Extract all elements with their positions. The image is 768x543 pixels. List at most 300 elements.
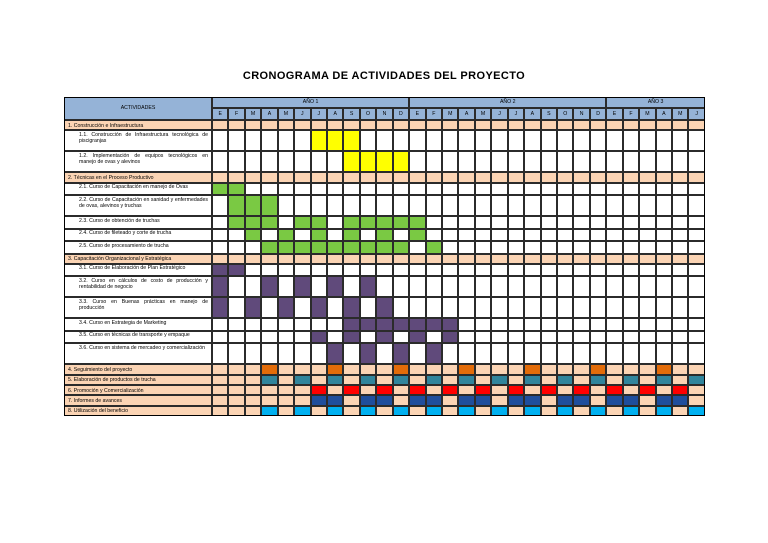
gantt-empty-cell <box>590 343 606 364</box>
gantt-empty-cell <box>541 172 557 182</box>
gantt-empty-cell <box>458 264 474 277</box>
gantt-empty-cell <box>409 183 425 196</box>
gantt-empty-cell <box>409 276 425 297</box>
gantt-empty-cell <box>656 297 672 318</box>
gantt-empty-cell <box>343 375 359 385</box>
gantt-empty-cell <box>508 264 524 277</box>
gantt-empty-cell <box>458 120 474 130</box>
gantt-empty-cell <box>639 297 655 318</box>
activity-row-label: 2.1. Curso de Capacitación en manejo de Ovas <box>64 183 212 196</box>
gantt-empty-cell <box>672 151 688 172</box>
gantt-bar-cell <box>426 241 442 254</box>
gantt-bar-cell <box>327 395 343 405</box>
gantt-empty-cell <box>475 151 491 172</box>
month-header: D <box>393 108 409 120</box>
gantt-empty-cell <box>688 254 704 264</box>
gantt-empty-cell <box>228 343 244 364</box>
gantt-empty-cell <box>524 241 540 254</box>
gantt-empty-cell <box>294 229 310 242</box>
gantt-empty-cell <box>688 264 704 277</box>
gantt-empty-cell <box>688 183 704 196</box>
gantt-empty-cell <box>590 385 606 395</box>
gantt-empty-cell <box>212 151 228 172</box>
gantt-empty-cell <box>409 264 425 277</box>
gantt-bar-cell <box>426 318 442 331</box>
gantt-empty-cell <box>393 297 409 318</box>
gantt-empty-cell <box>458 183 474 196</box>
gantt-empty-cell <box>475 364 491 374</box>
gantt-empty-cell <box>475 254 491 264</box>
gantt-bar-cell <box>360 375 376 385</box>
gantt-empty-cell <box>393 395 409 405</box>
gantt-empty-cell <box>261 343 277 364</box>
gantt-empty-cell <box>343 172 359 182</box>
gantt-bar-cell <box>409 229 425 242</box>
gantt-empty-cell <box>327 120 343 130</box>
gantt-empty-cell <box>212 364 228 374</box>
gantt-empty-cell <box>278 385 294 395</box>
gantt-empty-cell <box>261 183 277 196</box>
gantt-empty-cell <box>376 172 392 182</box>
gantt-bar-cell <box>278 229 294 242</box>
activity-row-label: 3.3. Curso en Buenas prácticas en manejo de producción <box>64 297 212 318</box>
gantt-bar-cell <box>311 395 327 405</box>
gantt-empty-cell <box>656 331 672 344</box>
gantt-empty-cell <box>475 229 491 242</box>
gantt-empty-cell <box>672 120 688 130</box>
gantt-empty-cell <box>327 318 343 331</box>
month-header: A <box>458 108 474 120</box>
gantt-empty-cell <box>508 406 524 416</box>
gantt-empty-cell <box>245 130 261 151</box>
gantt-bar-cell <box>376 318 392 331</box>
gantt-empty-cell <box>426 120 442 130</box>
gantt-empty-cell <box>541 331 557 344</box>
gantt-empty-cell <box>656 183 672 196</box>
gantt-bar-cell <box>343 241 359 254</box>
gantt-bar-cell <box>294 276 310 297</box>
gantt-empty-cell <box>491 343 507 364</box>
gantt-empty-cell <box>606 254 622 264</box>
gantt-empty-cell <box>656 385 672 395</box>
gantt-empty-cell <box>573 195 589 216</box>
gantt-bar-cell <box>688 406 704 416</box>
gantt-empty-cell <box>557 254 573 264</box>
gantt-empty-cell <box>688 318 704 331</box>
gantt-empty-cell <box>606 318 622 331</box>
gantt-empty-cell <box>426 195 442 216</box>
gantt-empty-cell <box>228 172 244 182</box>
gantt-bar-cell <box>426 375 442 385</box>
section-row-label: 4. Seguimiento del proyecto <box>64 364 212 374</box>
gantt-empty-cell <box>458 297 474 318</box>
gantt-empty-cell <box>393 276 409 297</box>
gantt-empty-cell <box>442 216 458 229</box>
gantt-empty-cell <box>311 151 327 172</box>
gantt-empty-cell <box>294 195 310 216</box>
gantt-empty-cell <box>228 331 244 344</box>
gantt-bar-cell <box>343 318 359 331</box>
gantt-empty-cell <box>376 364 392 374</box>
gantt-empty-cell <box>557 318 573 331</box>
gantt-empty-cell <box>458 343 474 364</box>
gantt-empty-cell <box>426 264 442 277</box>
gantt-empty-cell <box>623 120 639 130</box>
gantt-empty-cell <box>557 151 573 172</box>
section-row-label: 3. Capacitación Organizacional y Estratégica <box>64 254 212 264</box>
gantt-bar-cell <box>639 385 655 395</box>
gantt-bar-cell <box>409 385 425 395</box>
gantt-bar-cell <box>360 395 376 405</box>
gantt-empty-cell <box>672 229 688 242</box>
gantt-empty-cell <box>245 343 261 364</box>
gantt-empty-cell <box>458 276 474 297</box>
gantt-bar-cell <box>327 375 343 385</box>
gantt-empty-cell <box>327 385 343 395</box>
gantt-empty-cell <box>458 130 474 151</box>
gantt-empty-cell <box>508 151 524 172</box>
gantt-bar-cell <box>327 406 343 416</box>
gantt-empty-cell <box>623 254 639 264</box>
gantt-bar-cell <box>245 297 261 318</box>
gantt-empty-cell <box>491 172 507 182</box>
gantt-empty-cell <box>639 120 655 130</box>
gantt-empty-cell <box>442 395 458 405</box>
gantt-empty-cell <box>623 183 639 196</box>
gantt-empty-cell <box>491 276 507 297</box>
gantt-bar-cell <box>261 375 277 385</box>
gantt-empty-cell <box>343 395 359 405</box>
gantt-empty-cell <box>261 331 277 344</box>
gantt-empty-cell <box>212 406 228 416</box>
gantt-empty-cell <box>426 364 442 374</box>
gantt-empty-cell <box>491 254 507 264</box>
gantt-bar-cell <box>343 331 359 344</box>
gantt-bar-cell <box>442 318 458 331</box>
gantt-empty-cell <box>541 297 557 318</box>
gantt-empty-cell <box>261 172 277 182</box>
gantt-empty-cell <box>590 195 606 216</box>
gantt-empty-cell <box>623 264 639 277</box>
gantt-empty-cell <box>475 297 491 318</box>
gantt-empty-cell <box>212 120 228 130</box>
gantt-empty-cell <box>311 195 327 216</box>
gantt-bar-cell <box>458 406 474 416</box>
gantt-empty-cell <box>393 120 409 130</box>
gantt-empty-cell <box>426 130 442 151</box>
gantt-empty-cell <box>688 297 704 318</box>
gantt-empty-cell <box>245 264 261 277</box>
gantt-empty-cell <box>294 331 310 344</box>
gantt-empty-cell <box>311 406 327 416</box>
gantt-bar-cell <box>541 385 557 395</box>
gantt-bar-cell <box>524 406 540 416</box>
gantt-empty-cell <box>245 318 261 331</box>
gantt-empty-cell <box>491 216 507 229</box>
gantt-empty-cell <box>623 195 639 216</box>
gantt-empty-cell <box>508 130 524 151</box>
gantt-empty-cell <box>623 385 639 395</box>
month-header: M <box>475 108 491 120</box>
year-header: AÑO 1 <box>212 97 409 108</box>
gantt-empty-cell <box>541 241 557 254</box>
gantt-empty-cell <box>442 120 458 130</box>
gantt-empty-cell <box>656 276 672 297</box>
gantt-empty-cell <box>557 297 573 318</box>
gantt-empty-cell <box>557 385 573 395</box>
gantt-empty-cell <box>541 151 557 172</box>
section-row-label: 8. Utilización del beneficio <box>64 406 212 416</box>
gantt-empty-cell <box>524 172 540 182</box>
gantt-empty-cell <box>343 264 359 277</box>
gantt-empty-cell <box>672 183 688 196</box>
gantt-bar-cell <box>343 297 359 318</box>
gantt-empty-cell <box>278 216 294 229</box>
gantt-empty-cell <box>360 254 376 264</box>
gantt-empty-cell <box>557 343 573 364</box>
gantt-empty-cell <box>672 331 688 344</box>
gantt-empty-cell <box>524 343 540 364</box>
gantt-empty-cell <box>442 183 458 196</box>
gantt-bar-cell <box>228 216 244 229</box>
gantt-empty-cell <box>311 172 327 182</box>
gantt-empty-cell <box>228 120 244 130</box>
gantt-bar-cell <box>409 318 425 331</box>
gantt-empty-cell <box>426 331 442 344</box>
month-header: J <box>508 108 524 120</box>
month-header: E <box>409 108 425 120</box>
gantt-empty-cell <box>573 254 589 264</box>
gantt-empty-cell <box>327 297 343 318</box>
gantt-empty-cell <box>393 130 409 151</box>
gantt-empty-cell <box>606 130 622 151</box>
gantt-empty-cell <box>294 151 310 172</box>
gantt-empty-cell <box>278 318 294 331</box>
activity-row-label: 2.4. Curso de fileteado y corte de trucha <box>64 229 212 242</box>
gantt-empty-cell <box>524 229 540 242</box>
gantt-empty-cell <box>606 151 622 172</box>
gantt-empty-cell <box>294 254 310 264</box>
month-header: S <box>343 108 359 120</box>
gantt-empty-cell <box>376 276 392 297</box>
gantt-bar-cell <box>376 331 392 344</box>
gantt-empty-cell <box>656 216 672 229</box>
gantt-empty-cell <box>491 241 507 254</box>
gantt-empty-cell <box>376 120 392 130</box>
gantt-empty-cell <box>343 183 359 196</box>
gantt-bar-cell <box>656 364 672 374</box>
gantt-empty-cell <box>327 331 343 344</box>
gantt-empty-cell <box>639 254 655 264</box>
gantt-empty-cell <box>573 120 589 130</box>
gantt-empty-cell <box>573 343 589 364</box>
gantt-empty-cell <box>212 195 228 216</box>
gantt-empty-cell <box>573 375 589 385</box>
gantt-empty-cell <box>508 120 524 130</box>
gantt-empty-cell <box>360 364 376 374</box>
gantt-empty-cell <box>672 264 688 277</box>
gantt-empty-cell <box>491 364 507 374</box>
gantt-empty-cell <box>261 130 277 151</box>
gantt-empty-cell <box>409 375 425 385</box>
gantt-empty-cell <box>557 183 573 196</box>
gantt-bar-cell <box>409 395 425 405</box>
gantt-empty-cell <box>442 264 458 277</box>
gantt-empty-cell <box>327 254 343 264</box>
gantt-empty-cell <box>606 264 622 277</box>
gantt-empty-cell <box>360 172 376 182</box>
gantt-empty-cell <box>639 195 655 216</box>
gantt-empty-cell <box>458 229 474 242</box>
gantt-empty-cell <box>639 406 655 416</box>
gantt-empty-cell <box>393 229 409 242</box>
gantt-empty-cell <box>426 297 442 318</box>
gantt-empty-cell <box>376 375 392 385</box>
gantt-empty-cell <box>311 318 327 331</box>
gantt-empty-cell <box>590 241 606 254</box>
gantt-empty-cell <box>508 183 524 196</box>
gantt-empty-cell <box>508 229 524 242</box>
gantt-empty-cell <box>508 331 524 344</box>
gantt-bar-cell <box>311 331 327 344</box>
gantt-empty-cell <box>426 254 442 264</box>
gantt-empty-cell <box>376 254 392 264</box>
gantt-empty-cell <box>656 195 672 216</box>
activity-row-label: 3.2. Curso en cálculos de costo de producción y rentabilidad de negocio <box>64 276 212 297</box>
month-header: M <box>278 108 294 120</box>
gantt-empty-cell <box>590 151 606 172</box>
gantt-empty-cell <box>623 229 639 242</box>
gantt-empty-cell <box>278 375 294 385</box>
gantt-empty-cell <box>491 120 507 130</box>
gantt-empty-cell <box>426 183 442 196</box>
gantt-empty-cell <box>573 241 589 254</box>
gantt-empty-cell <box>475 264 491 277</box>
gantt-bar-cell <box>590 364 606 374</box>
gantt-empty-cell <box>376 130 392 151</box>
month-header: N <box>573 108 589 120</box>
gantt-empty-cell <box>541 364 557 374</box>
month-header: M <box>245 108 261 120</box>
gantt-empty-cell <box>245 364 261 374</box>
gantt-empty-cell <box>688 130 704 151</box>
gantt-empty-cell <box>343 254 359 264</box>
gantt-bar-cell <box>573 395 589 405</box>
gantt-empty-cell <box>311 183 327 196</box>
gantt-empty-cell <box>524 331 540 344</box>
gantt-empty-cell <box>508 195 524 216</box>
gantt-empty-cell <box>656 172 672 182</box>
gantt-empty-cell <box>458 195 474 216</box>
gantt-empty-cell <box>261 395 277 405</box>
gantt-empty-cell <box>294 364 310 374</box>
gantt-bar-cell <box>573 385 589 395</box>
section-row-label: 2. Técnicas en el Proceso Productivo <box>64 172 212 182</box>
gantt-empty-cell <box>557 172 573 182</box>
gantt-empty-cell <box>475 241 491 254</box>
gantt-bar-cell <box>327 130 343 151</box>
gantt-bar-cell <box>261 364 277 374</box>
gantt-empty-cell <box>672 343 688 364</box>
gantt-bar-cell <box>590 406 606 416</box>
activity-row-label: 1.2. Implementación de equipos tecnológicos en manejo de ovas y alevinos <box>64 151 212 172</box>
gantt-empty-cell <box>343 276 359 297</box>
gantt-bar-cell <box>327 343 343 364</box>
activity-row-label: 2.3. Curso de obtención de truchas <box>64 216 212 229</box>
gantt-empty-cell <box>656 343 672 364</box>
gantt-empty-cell <box>656 130 672 151</box>
gantt-empty-cell <box>311 254 327 264</box>
gantt-bar-cell <box>212 276 228 297</box>
gantt-empty-cell <box>294 395 310 405</box>
gantt-empty-cell <box>541 229 557 242</box>
gantt-empty-cell <box>245 406 261 416</box>
gantt-empty-cell <box>491 229 507 242</box>
gantt-empty-cell <box>606 343 622 364</box>
gantt-empty-cell <box>294 318 310 331</box>
gantt-empty-cell <box>623 216 639 229</box>
month-header: E <box>606 108 622 120</box>
gantt-empty-cell <box>573 406 589 416</box>
gantt-bar-cell <box>278 297 294 318</box>
gantt-empty-cell <box>278 264 294 277</box>
gantt-empty-cell <box>623 364 639 374</box>
gantt-empty-cell <box>491 183 507 196</box>
gantt-empty-cell <box>311 120 327 130</box>
gantt-empty-cell <box>426 229 442 242</box>
month-header: M <box>672 108 688 120</box>
gantt-bar-cell <box>426 343 442 364</box>
gantt-empty-cell <box>524 216 540 229</box>
gantt-empty-cell <box>376 195 392 216</box>
gantt-bar-cell <box>327 241 343 254</box>
gantt-empty-cell <box>524 264 540 277</box>
gantt-empty-cell <box>491 395 507 405</box>
gantt-empty-cell <box>475 216 491 229</box>
gantt-empty-cell <box>278 130 294 151</box>
gantt-bar-cell <box>311 241 327 254</box>
gantt-empty-cell <box>606 241 622 254</box>
gantt-empty-cell <box>557 229 573 242</box>
gantt-empty-cell <box>475 276 491 297</box>
gantt-empty-cell <box>524 183 540 196</box>
gantt-bar-cell <box>343 216 359 229</box>
gantt-empty-cell <box>557 195 573 216</box>
gantt-bar-cell <box>343 130 359 151</box>
gantt-empty-cell <box>491 195 507 216</box>
gantt-empty-cell <box>442 297 458 318</box>
gantt-empty-cell <box>573 151 589 172</box>
gantt-empty-cell <box>508 364 524 374</box>
gantt-bar-cell <box>409 216 425 229</box>
gantt-empty-cell <box>458 385 474 395</box>
gantt-empty-cell <box>475 331 491 344</box>
gantt-empty-cell <box>228 254 244 264</box>
gantt-empty-cell <box>656 241 672 254</box>
gantt-empty-cell <box>294 343 310 364</box>
activity-row-label: 2.5. Curso de procesamiento de trucha <box>64 241 212 254</box>
gantt-empty-cell <box>590 130 606 151</box>
gantt-empty-cell <box>442 130 458 151</box>
activity-row-label: 3.6. Curso en sistema de mercadeo y comercialización <box>64 343 212 364</box>
year-header: AÑO 2 <box>409 97 606 108</box>
gantt-empty-cell <box>278 172 294 182</box>
gantt-bar-cell <box>311 385 327 395</box>
gantt-empty-cell <box>623 151 639 172</box>
gantt-empty-cell <box>475 120 491 130</box>
gantt-empty-cell <box>376 406 392 416</box>
gantt-empty-cell <box>294 264 310 277</box>
